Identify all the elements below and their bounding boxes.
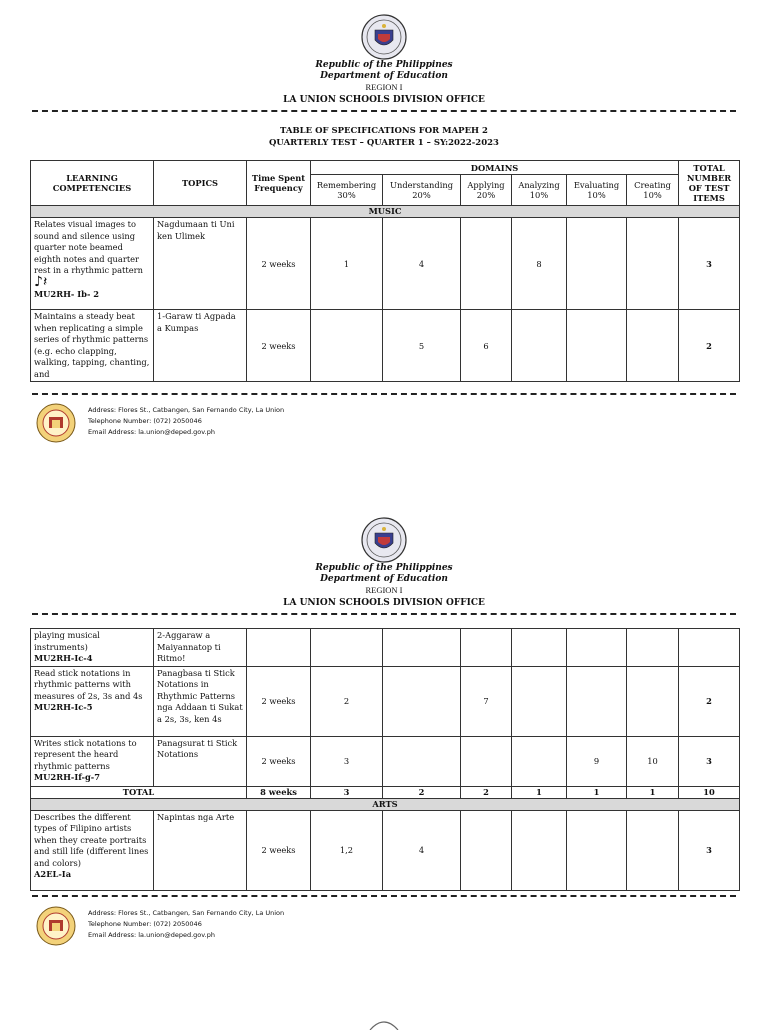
republic-line: Republic of the Philippines xyxy=(315,60,453,70)
table-row xyxy=(31,629,740,667)
footer-text xyxy=(88,908,284,941)
creating-cell xyxy=(627,666,679,736)
total-cell xyxy=(679,629,740,667)
analyzing-cell xyxy=(512,666,567,736)
deped-seal-icon xyxy=(361,517,407,563)
footer-email: Email Address: la.union@deped.gov.ph xyxy=(88,931,215,939)
total-remembering: 3 xyxy=(311,786,383,798)
footer-text xyxy=(88,405,284,438)
total-understanding: 2 xyxy=(383,786,461,798)
topic-cell: Nagdumaan ti Uni ken Ulimek xyxy=(154,218,247,310)
evaluating-cell xyxy=(567,218,627,310)
footer-divider xyxy=(32,393,736,395)
page-2 xyxy=(0,503,768,1003)
header-divider xyxy=(32,110,736,112)
competency-cell: Maintains a steady beat when replicating a simple series of rhythmic patterns (e.g. echo clapping, walking, tapping, chanting, and xyxy=(31,310,154,382)
col-domains: DOMAINS xyxy=(311,161,679,175)
table-row xyxy=(31,218,740,310)
understanding-cell: 4 xyxy=(383,218,461,310)
competency-cell: Read stick notations in rhythmic patterns with measures of 2s, 3s and 4s MU2RH-Ic-5 xyxy=(31,666,154,736)
understanding-cell xyxy=(383,736,461,786)
section-music: MUSIC xyxy=(31,206,740,218)
col-total: TOTAL NUMBER OF TEST ITEMS xyxy=(679,161,740,206)
footer-email: Email Address: la.union@deped.gov.ph xyxy=(88,428,215,436)
total-cell: 2 xyxy=(679,666,740,736)
analyzing-cell: 8 xyxy=(512,218,567,310)
eighth-note-icon: ♪ xyxy=(34,273,43,290)
col-competencies: LEARNING COMPETENCIES xyxy=(31,161,154,206)
table-row xyxy=(31,666,740,736)
page-1 xyxy=(0,0,768,460)
understanding-cell: 5 xyxy=(383,310,461,382)
col-remembering: Remembering 30% xyxy=(311,175,383,206)
remembering-cell xyxy=(311,629,383,667)
footer-divider xyxy=(32,895,736,897)
topic-cell: 2-Aggaraw a Maiyannatop ti Ritmo! xyxy=(154,629,247,667)
col-time: Time Spent Frequency xyxy=(247,161,311,206)
footer-phone: Telephone Number: (072) 2050046 xyxy=(88,920,202,928)
applying-cell xyxy=(461,810,512,890)
department-line: Department of Education xyxy=(320,574,448,584)
footer xyxy=(36,906,736,950)
creating-cell xyxy=(627,310,679,382)
evaluating-cell xyxy=(567,310,627,382)
total-cell: 3 xyxy=(679,736,740,786)
tos-table-page1 xyxy=(30,160,740,382)
col-topics: TOPICS xyxy=(154,161,247,206)
section-arts: ARTS xyxy=(31,798,740,810)
tos-title: TABLE OF SPECIFICATIONS FOR MAPEH 2 xyxy=(280,126,488,136)
time-cell: 2 weeks xyxy=(247,310,311,382)
remembering-cell: 3 xyxy=(311,736,383,786)
applying-cell: 6 xyxy=(461,310,512,382)
table-row xyxy=(31,736,740,786)
creating-cell xyxy=(627,810,679,890)
office-line: LA UNION SCHOOLS DIVISION OFFICE xyxy=(283,598,485,608)
footer-address: Address: Flores St., Catbangen, San Fernando City, La Union xyxy=(88,406,285,414)
remembering-cell: 2 xyxy=(311,666,383,736)
applying-cell: 7 xyxy=(461,666,512,736)
region-line: REGION I xyxy=(365,82,403,92)
col-evaluating: Evaluating 10% xyxy=(567,175,627,206)
competency-cell: Relates visual images to sound and silence using quarter note beamed eighth notes and quarter rest in a rhythmic pattern ♪𝄽 MU2RH- Ib- 2 xyxy=(31,218,154,310)
total-applying: 2 xyxy=(461,786,512,798)
understanding-cell: 4 xyxy=(383,810,461,890)
applying-cell xyxy=(461,736,512,786)
total-cell: 3 xyxy=(679,218,740,310)
footer xyxy=(36,403,736,447)
col-analyzing: Analyzing 10% xyxy=(512,175,567,206)
time-cell: 2 weeks xyxy=(247,218,311,310)
col-understanding: Understanding 20% xyxy=(383,175,461,206)
understanding-cell xyxy=(383,629,461,667)
total-time: 8 weeks xyxy=(247,786,311,798)
department-line: Department of Education xyxy=(320,71,448,81)
creating-cell xyxy=(627,218,679,310)
analyzing-cell xyxy=(512,736,567,786)
evaluating-cell xyxy=(567,629,627,667)
topic-cell: Panagbasa ti Stick Notations in Rhythmic Patterns nga Addaan ti Sukat a 2s, 3s, ken 4s xyxy=(154,666,247,736)
table-row xyxy=(31,310,740,382)
next-page-seal-icon xyxy=(368,1018,400,1030)
total-analyzing: 1 xyxy=(512,786,567,798)
topic-cell: Panagsurat ti Stick Notations xyxy=(154,736,247,786)
total-creating: 1 xyxy=(627,786,679,798)
region-line: REGION I xyxy=(365,585,403,595)
time-cell: 2 weeks xyxy=(247,666,311,736)
topic-cell: 1-Garaw ti Agpada a Kumpas xyxy=(154,310,247,382)
tos-subtitle: QUARTERLY TEST – QUARTER 1 – SY:2022-2023 xyxy=(269,138,499,148)
time-cell xyxy=(247,629,311,667)
competency-cell: playing musical instruments) MU2RH-Ic-4 xyxy=(31,629,154,667)
total-label: TOTAL xyxy=(31,786,247,798)
table-row xyxy=(31,810,740,890)
total-evaluating: 1 xyxy=(567,786,627,798)
analyzing-cell xyxy=(512,810,567,890)
evaluating-cell: 9 xyxy=(567,736,627,786)
competency-cell: Describes the different types of Filipino artists when they create portraits and still life (different lines and colors) A2EL-Ia xyxy=(31,810,154,890)
total-items: 10 xyxy=(679,786,740,798)
remembering-cell: 1 xyxy=(311,218,383,310)
competency-cell: Writes stick notations to represent the heard rhythmic patterns MU2RH-If-g-7 xyxy=(31,736,154,786)
division-logo-icon xyxy=(36,906,76,946)
col-applying: Applying 20% xyxy=(461,175,512,206)
total-row xyxy=(31,786,740,798)
creating-cell xyxy=(627,629,679,667)
evaluating-cell xyxy=(567,810,627,890)
understanding-cell xyxy=(383,666,461,736)
remembering-cell xyxy=(311,310,383,382)
col-creating: Creating 10% xyxy=(627,175,679,206)
total-cell: 3 xyxy=(679,810,740,890)
time-cell: 2 weeks xyxy=(247,736,311,786)
header-divider xyxy=(32,613,736,615)
total-cell: 2 xyxy=(679,310,740,382)
deped-seal-icon xyxy=(361,14,407,60)
tos-table-page2 xyxy=(30,628,740,891)
applying-cell xyxy=(461,629,512,667)
footer-address: Address: Flores St., Catbangen, San Fernando City, La Union xyxy=(88,909,285,917)
evaluating-cell xyxy=(567,666,627,736)
time-cell: 2 weeks xyxy=(247,810,311,890)
division-logo-icon xyxy=(36,403,76,443)
quarter-rest-icon: 𝄽 xyxy=(42,273,48,290)
analyzing-cell xyxy=(512,629,567,667)
remembering-cell: 1,2 xyxy=(311,810,383,890)
creating-cell: 10 xyxy=(627,736,679,786)
analyzing-cell xyxy=(512,310,567,382)
applying-cell xyxy=(461,218,512,310)
topic-cell: Napintas nga Arte xyxy=(154,810,247,890)
office-line: LA UNION SCHOOLS DIVISION OFFICE xyxy=(283,95,485,105)
footer-phone: Telephone Number: (072) 2050046 xyxy=(88,417,202,425)
republic-line: Republic of the Philippines xyxy=(315,563,453,573)
